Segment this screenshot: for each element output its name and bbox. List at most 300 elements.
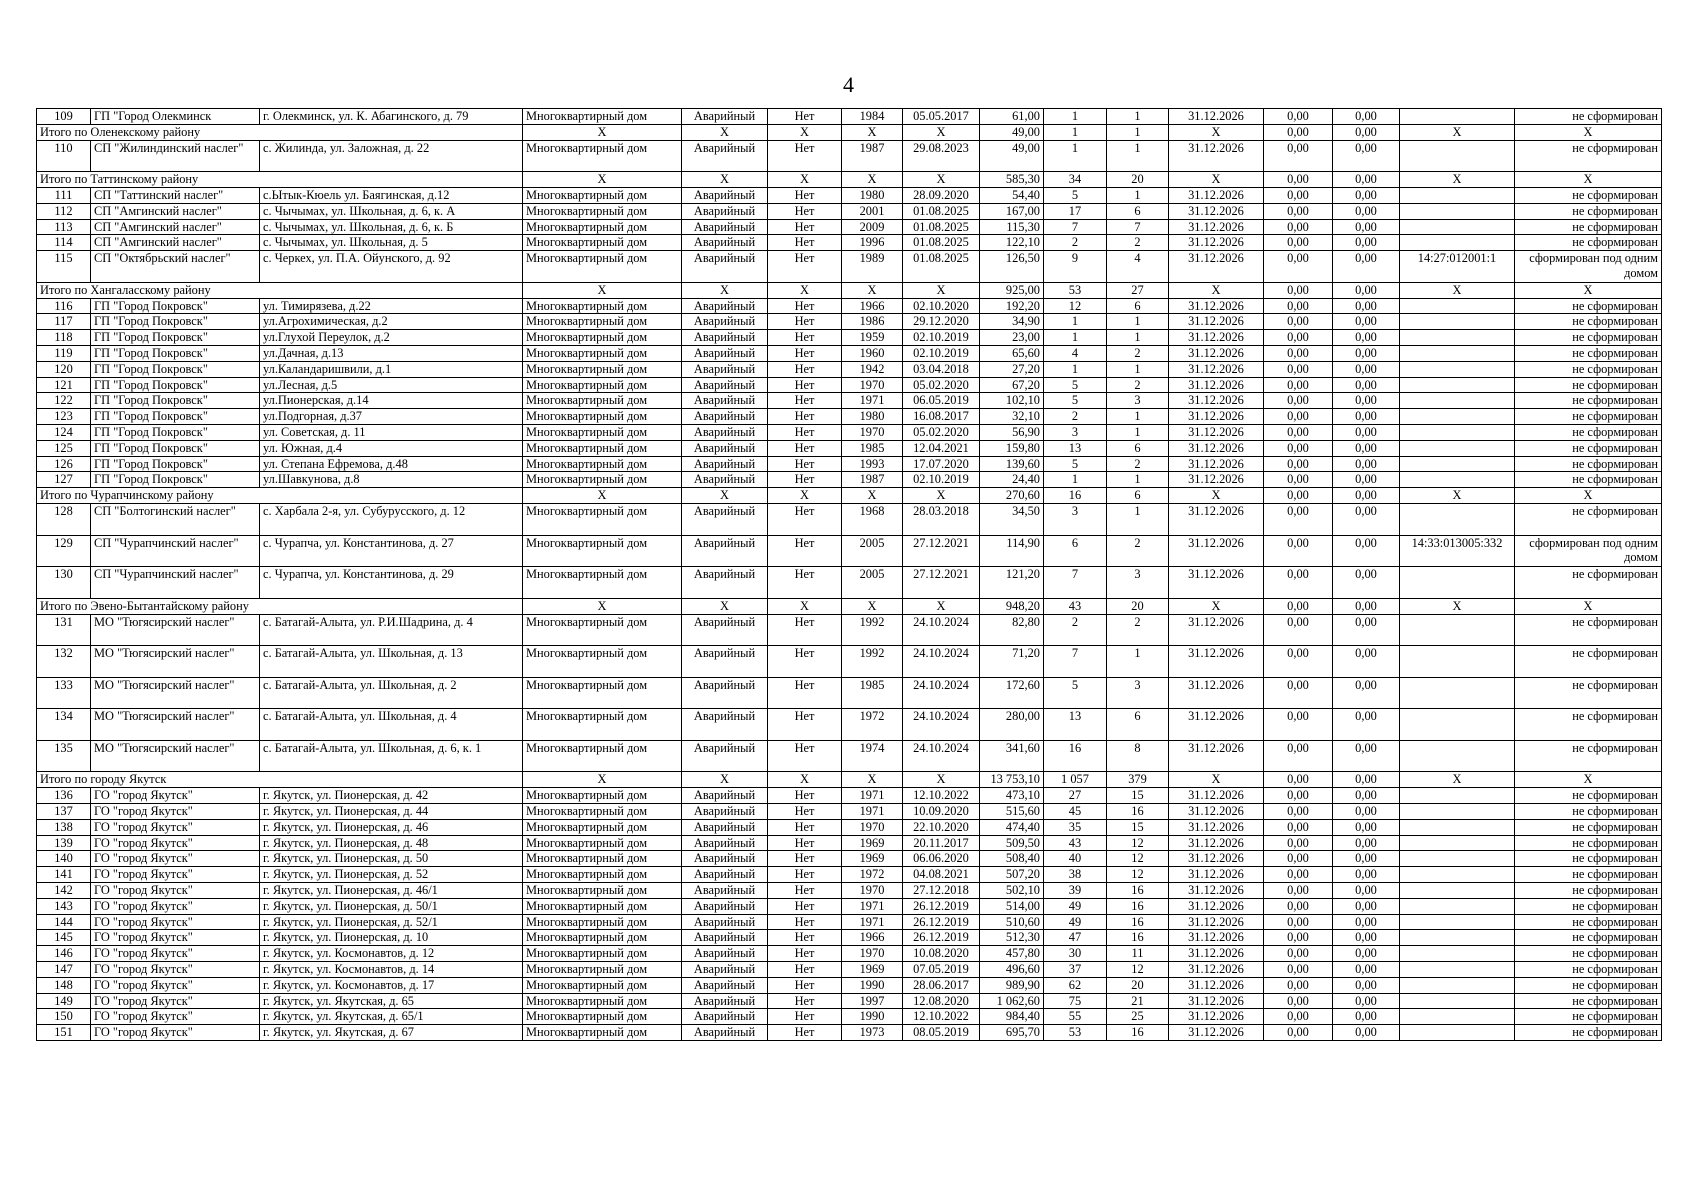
cell-condition: Аварийный (682, 314, 768, 330)
table-row (37, 883, 1662, 899)
cell-address: г. Якутск, ул. Пионерская, д. 48 (260, 835, 523, 851)
cell-resettlement-deadline: 31.12.2026 (1169, 298, 1264, 314)
cell-flag: Нет (768, 835, 842, 851)
cell-flag: Нет (768, 187, 842, 203)
cell-row-number: 124 (37, 424, 91, 440)
cell-land-status: не сформирован (1515, 187, 1662, 203)
cell-resettlement-deadline: 31.12.2026 (1169, 393, 1264, 409)
cell-area: 24,40 (980, 472, 1044, 488)
cell-emergency-date: 28.06.2017 (903, 977, 980, 993)
subtotal-residents-count: 43 (1044, 598, 1107, 614)
cell-cadastral-number (1400, 1025, 1515, 1041)
cell-row-number: 140 (37, 851, 91, 867)
cell-flag: Нет (768, 788, 842, 804)
cell-municipality: СП "Таттинский наслег" (91, 187, 260, 203)
cell-cadastral-number (1400, 298, 1515, 314)
cell-emergency-date: 24.10.2024 (903, 709, 980, 741)
cell-year-built: 1997 (842, 993, 903, 1009)
cell-value-1: 0,00 (1264, 377, 1333, 393)
cell-value-2: 0,00 (1333, 424, 1400, 440)
subtotal-area: 925,00 (980, 282, 1044, 298)
subtotal-apartments-count: 6 (1107, 488, 1169, 504)
cell-flag: Нет (768, 235, 842, 251)
cell-row-number: 113 (37, 219, 91, 235)
cell-apartments-count: 1 (1107, 646, 1169, 678)
cell-land-status: сформирован под одним домом (1515, 251, 1662, 283)
cell-year-built: 1989 (842, 251, 903, 283)
cell-condition: Аварийный (682, 883, 768, 899)
cell-land-status: не сформирован (1515, 883, 1662, 899)
cell-condition: Аварийный (682, 819, 768, 835)
cell-year-built: 1985 (842, 440, 903, 456)
cell-flag: Нет (768, 140, 842, 172)
cell-municipality: СП "Болтогинский наслег" (91, 503, 260, 535)
cell-address: с. Чурапча, ул. Константинова, д. 29 (260, 567, 523, 599)
subtotal-land-status: X (1515, 488, 1662, 504)
cell-land-status: не сформирован (1515, 677, 1662, 709)
cell-address: г. Якутск, ул. Якутская, д. 65/1 (260, 1009, 523, 1025)
cell-cadastral-number (1400, 646, 1515, 678)
cell-residents-count: 2 (1044, 614, 1107, 646)
cell-municipality: СП "Чурапчинский наслег" (91, 567, 260, 599)
cell-building-type: Многоквартирный дом (523, 946, 682, 962)
cell-apartments-count: 12 (1107, 962, 1169, 978)
cell-condition: Аварийный (682, 1025, 768, 1041)
cell-value-1: 0,00 (1264, 740, 1333, 772)
table-row (37, 424, 1662, 440)
table-row (37, 898, 1662, 914)
cell-row-number: 135 (37, 740, 91, 772)
table-row (37, 819, 1662, 835)
cell-flag: Нет (768, 1009, 842, 1025)
cell-row-number: 146 (37, 946, 91, 962)
cell-building-type: Многоквартирный дом (523, 330, 682, 346)
cell-value-2: 0,00 (1333, 883, 1400, 899)
subtotal-land-status: X (1515, 282, 1662, 298)
cell-building-type: Многоквартирный дом (523, 203, 682, 219)
cell-year-built: 1986 (842, 314, 903, 330)
cell-building-type: Многоквартирный дом (523, 503, 682, 535)
subtotal-value-2: 0,00 (1333, 172, 1400, 188)
cell-residents-count: 9 (1044, 251, 1107, 283)
cell-flag: Нет (768, 930, 842, 946)
cell-area: 496,60 (980, 962, 1044, 978)
cell-row-number: 151 (37, 1025, 91, 1041)
cell-address: г. Якутск, ул. Космонавтов, д. 12 (260, 946, 523, 962)
cell-cadastral-number (1400, 203, 1515, 219)
cell-row-number: 131 (37, 614, 91, 646)
cell-building-type: Многоквартирный дом (523, 140, 682, 172)
cell-municipality: ГП "Город Покровск" (91, 424, 260, 440)
cell-flag: Нет (768, 614, 842, 646)
cell-municipality: ГП "Город Покровск" (91, 361, 260, 377)
cell-municipality: МО "Тюгясирский наслег" (91, 614, 260, 646)
cell-building-type: Многоквартирный дом (523, 804, 682, 820)
cell-year-built: 1969 (842, 835, 903, 851)
subtotal-flag: X (768, 124, 842, 140)
cell-municipality: ГП "Город Покровск" (91, 409, 260, 425)
cell-value-1: 0,00 (1264, 393, 1333, 409)
cell-apartments-count: 1 (1107, 503, 1169, 535)
cell-resettlement-deadline: 31.12.2026 (1169, 251, 1264, 283)
cell-flag: Нет (768, 898, 842, 914)
table-row (37, 567, 1662, 599)
cell-building-type: Многоквартирный дом (523, 1009, 682, 1025)
subtotal-land-status: X (1515, 772, 1662, 788)
cell-apartments-count: 6 (1107, 440, 1169, 456)
cell-apartments-count: 16 (1107, 883, 1169, 899)
cell-apartments-count: 16 (1107, 1025, 1169, 1041)
cell-resettlement-deadline: 31.12.2026 (1169, 898, 1264, 914)
cell-value-1: 0,00 (1264, 345, 1333, 361)
cell-area: 23,00 (980, 330, 1044, 346)
cell-flag: Нет (768, 393, 842, 409)
cell-building-type: Многоквартирный дом (523, 235, 682, 251)
table-row (37, 361, 1662, 377)
cell-year-built: 2005 (842, 535, 903, 567)
cell-emergency-date: 24.10.2024 (903, 614, 980, 646)
table-row (37, 835, 1662, 851)
subtotal-label: Итого по Чурапчинскому району (37, 488, 523, 504)
table-row (37, 235, 1662, 251)
subtotal-value-1: 0,00 (1264, 772, 1333, 788)
subtotal-apartments-count: 20 (1107, 172, 1169, 188)
cell-flag: Нет (768, 677, 842, 709)
subtotal-value-1: 0,00 (1264, 124, 1333, 140)
cell-municipality: ГО "город Якутск" (91, 883, 260, 899)
cell-value-1: 0,00 (1264, 898, 1333, 914)
cell-value-2: 0,00 (1333, 567, 1400, 599)
cell-cadastral-number (1400, 740, 1515, 772)
subtotal-cadastral-number: X (1400, 772, 1515, 788)
cell-row-number: 125 (37, 440, 91, 456)
cell-apartments-count: 6 (1107, 298, 1169, 314)
cell-land-status: не сформирован (1515, 314, 1662, 330)
cell-condition: Аварийный (682, 1009, 768, 1025)
cell-municipality: ГО "город Якутск" (91, 898, 260, 914)
cell-resettlement-deadline: 31.12.2026 (1169, 740, 1264, 772)
cell-cadastral-number (1400, 1009, 1515, 1025)
cell-row-number: 112 (37, 203, 91, 219)
cell-land-status: не сформирован (1515, 424, 1662, 440)
cell-building-type: Многоквартирный дом (523, 914, 682, 930)
cell-address: ул.Дачная, д.13 (260, 345, 523, 361)
cell-year-built: 1973 (842, 1025, 903, 1041)
cell-flag: Нет (768, 440, 842, 456)
cell-resettlement-deadline: 31.12.2026 (1169, 187, 1264, 203)
cell-resettlement-deadline: 31.12.2026 (1169, 946, 1264, 962)
cell-flag: Нет (768, 251, 842, 283)
table-row (37, 251, 1662, 283)
cell-area: 280,00 (980, 709, 1044, 741)
cell-row-number: 128 (37, 503, 91, 535)
cell-residents-count: 5 (1044, 377, 1107, 393)
subtotal-flag: X (768, 488, 842, 504)
subtotal-building-type: X (523, 282, 682, 298)
cell-value-2: 0,00 (1333, 251, 1400, 283)
cell-address: г. Якутск, ул. Космонавтов, д. 17 (260, 977, 523, 993)
cell-emergency-date: 29.08.2023 (903, 140, 980, 172)
cell-emergency-date: 12.04.2021 (903, 440, 980, 456)
cell-condition: Аварийный (682, 567, 768, 599)
cell-emergency-date: 10.08.2020 (903, 946, 980, 962)
table-row (37, 409, 1662, 425)
cell-address: г. Якутск, ул. Пионерская, д. 52/1 (260, 914, 523, 930)
cell-emergency-date: 29.12.2020 (903, 314, 980, 330)
cell-value-2: 0,00 (1333, 393, 1400, 409)
table-row (37, 140, 1662, 172)
cell-building-type: Многоквартирный дом (523, 646, 682, 678)
cell-flag: Нет (768, 409, 842, 425)
cell-municipality: ГО "город Якутск" (91, 962, 260, 978)
cell-cadastral-number (1400, 345, 1515, 361)
cell-building-type: Многоквартирный дом (523, 709, 682, 741)
cell-cadastral-number (1400, 219, 1515, 235)
cell-cadastral-number (1400, 424, 1515, 440)
cell-apartments-count: 25 (1107, 1009, 1169, 1025)
cell-address: ул. Советская, д. 11 (260, 424, 523, 440)
cell-year-built: 1987 (842, 140, 903, 172)
subtotal-land-status: X (1515, 598, 1662, 614)
cell-condition: Аварийный (682, 740, 768, 772)
cell-row-number: 138 (37, 819, 91, 835)
subtotal-resettlement-deadline: X (1169, 598, 1264, 614)
cell-municipality: СП "Амгинский наслег" (91, 203, 260, 219)
cell-municipality: ГО "город Якутск" (91, 930, 260, 946)
cell-land-status: не сформирован (1515, 377, 1662, 393)
cell-condition: Аварийный (682, 219, 768, 235)
subtotal-year-built: X (842, 772, 903, 788)
cell-value-1: 0,00 (1264, 187, 1333, 203)
subtotal-year-built: X (842, 598, 903, 614)
cell-land-status: не сформирован (1515, 867, 1662, 883)
cell-building-type: Многоквартирный дом (523, 993, 682, 1009)
emergency-housing-table (36, 108, 1662, 1041)
cell-condition: Аварийный (682, 377, 768, 393)
cell-year-built: 1993 (842, 456, 903, 472)
cell-condition: Аварийный (682, 677, 768, 709)
cell-apartments-count: 21 (1107, 993, 1169, 1009)
cell-area: 122,10 (980, 235, 1044, 251)
cell-row-number: 141 (37, 867, 91, 883)
cell-emergency-date: 28.03.2018 (903, 503, 980, 535)
cell-value-1: 0,00 (1264, 1025, 1333, 1041)
subtotal-label: Итого по Эвено-Бытантайскому району (37, 598, 523, 614)
cell-value-1: 0,00 (1264, 409, 1333, 425)
cell-residents-count: 1 (1044, 140, 1107, 172)
cell-cadastral-number (1400, 567, 1515, 599)
cell-flag: Нет (768, 456, 842, 472)
cell-emergency-date: 24.10.2024 (903, 677, 980, 709)
cell-land-status: не сформирован (1515, 740, 1662, 772)
cell-municipality: ГП "Город Покровск" (91, 440, 260, 456)
cell-value-1: 0,00 (1264, 567, 1333, 599)
cell-value-2: 0,00 (1333, 235, 1400, 251)
cell-year-built: 1992 (842, 614, 903, 646)
cell-building-type: Многоквартирный дом (523, 851, 682, 867)
cell-residents-count: 43 (1044, 835, 1107, 851)
cell-area: 126,50 (980, 251, 1044, 283)
cell-land-status: не сформирован (1515, 788, 1662, 804)
cell-value-2: 0,00 (1333, 187, 1400, 203)
cell-value-1: 0,00 (1264, 914, 1333, 930)
cell-resettlement-deadline: 31.12.2026 (1169, 930, 1264, 946)
cell-resettlement-deadline: 31.12.2026 (1169, 646, 1264, 678)
cell-emergency-date: 10.09.2020 (903, 804, 980, 820)
cell-row-number: 149 (37, 993, 91, 1009)
subtotal-label: Итого по Оленекскому району (37, 124, 523, 140)
cell-apartments-count: 2 (1107, 345, 1169, 361)
cell-area: 508,40 (980, 851, 1044, 867)
cell-cadastral-number (1400, 361, 1515, 377)
cell-building-type: Многоквартирный дом (523, 440, 682, 456)
cell-address: с. Чычымах, ул. Школьная, д. 6, к. Б (260, 219, 523, 235)
cell-value-2: 0,00 (1333, 361, 1400, 377)
cell-address: с. Черкех, ул. П.А. Ойунского, д. 92 (260, 251, 523, 283)
cell-condition: Аварийный (682, 472, 768, 488)
cell-land-status: не сформирован (1515, 203, 1662, 219)
subtotal-label: Итого по городу Якутск (37, 772, 523, 788)
subtotal-value-2: 0,00 (1333, 124, 1400, 140)
cell-value-1: 0,00 (1264, 883, 1333, 899)
subtotal-residents-count: 34 (1044, 172, 1107, 188)
cell-land-status: не сформирован (1515, 819, 1662, 835)
cell-apartments-count: 15 (1107, 819, 1169, 835)
cell-condition: Аварийный (682, 251, 768, 283)
cell-year-built: 1942 (842, 361, 903, 377)
cell-residents-count: 7 (1044, 567, 1107, 599)
cell-building-type: Многоквартирный дом (523, 1025, 682, 1041)
cell-land-status: не сформирован (1515, 946, 1662, 962)
subtotal-resettlement-deadline: X (1169, 282, 1264, 298)
cell-building-type: Многоквартирный дом (523, 819, 682, 835)
cell-resettlement-deadline: 31.12.2026 (1169, 330, 1264, 346)
cell-apartments-count: 15 (1107, 788, 1169, 804)
cell-address: ул.Пионерская, д.14 (260, 393, 523, 409)
subtotal-building-type: X (523, 598, 682, 614)
subtotal-flag: X (768, 598, 842, 614)
cell-municipality: СП "Амгинский наслег" (91, 219, 260, 235)
cell-row-number: 145 (37, 930, 91, 946)
cell-residents-count: 12 (1044, 298, 1107, 314)
cell-residents-count: 62 (1044, 977, 1107, 993)
subtotal-emergency-date: X (903, 598, 980, 614)
cell-condition: Аварийный (682, 535, 768, 567)
cell-emergency-date: 16.08.2017 (903, 409, 980, 425)
cell-value-1: 0,00 (1264, 109, 1333, 125)
cell-resettlement-deadline: 31.12.2026 (1169, 993, 1264, 1009)
cell-area: 121,20 (980, 567, 1044, 599)
cell-residents-count: 1 (1044, 472, 1107, 488)
subtotal-condition: X (682, 282, 768, 298)
cell-value-1: 0,00 (1264, 867, 1333, 883)
cell-year-built: 1960 (842, 345, 903, 361)
cell-area: 61,00 (980, 109, 1044, 125)
cell-flag: Нет (768, 977, 842, 993)
cell-residents-count: 27 (1044, 788, 1107, 804)
cell-value-1: 0,00 (1264, 788, 1333, 804)
cell-row-number: 130 (37, 567, 91, 599)
cell-land-status: не сформирован (1515, 709, 1662, 741)
cell-apartments-count: 16 (1107, 930, 1169, 946)
cell-year-built: 1974 (842, 740, 903, 772)
cell-value-2: 0,00 (1333, 867, 1400, 883)
subtotal-value-2: 0,00 (1333, 598, 1400, 614)
cell-land-status: не сформирован (1515, 567, 1662, 599)
cell-resettlement-deadline: 31.12.2026 (1169, 567, 1264, 599)
cell-area: 34,50 (980, 503, 1044, 535)
cell-address: с. Батагай-Алыта, ул. Школьная, д. 2 (260, 677, 523, 709)
cell-value-2: 0,00 (1333, 914, 1400, 930)
cell-flag: Нет (768, 914, 842, 930)
cell-flag: Нет (768, 472, 842, 488)
cell-area: 159,80 (980, 440, 1044, 456)
cell-cadastral-number (1400, 330, 1515, 346)
cell-cadastral-number (1400, 409, 1515, 425)
cell-cadastral-number (1400, 677, 1515, 709)
cell-land-status: не сформирован (1515, 646, 1662, 678)
subtotal-row (37, 172, 1662, 188)
cell-resettlement-deadline: 31.12.2026 (1169, 409, 1264, 425)
cell-value-2: 0,00 (1333, 740, 1400, 772)
cell-apartments-count: 3 (1107, 677, 1169, 709)
subtotal-area: 49,00 (980, 124, 1044, 140)
cell-apartments-count: 1 (1107, 187, 1169, 203)
subtotal-cadastral-number: X (1400, 124, 1515, 140)
cell-emergency-date: 05.02.2020 (903, 377, 980, 393)
subtotal-cadastral-number: X (1400, 282, 1515, 298)
cell-condition: Аварийный (682, 962, 768, 978)
table-row (37, 456, 1662, 472)
cell-address: г. Якутск, ул. Пионерская, д. 44 (260, 804, 523, 820)
cell-condition: Аварийный (682, 851, 768, 867)
cell-residents-count: 49 (1044, 914, 1107, 930)
cell-row-number: 147 (37, 962, 91, 978)
cell-year-built: 1972 (842, 867, 903, 883)
cell-condition: Аварийный (682, 456, 768, 472)
cell-residents-count: 38 (1044, 867, 1107, 883)
cell-value-2: 0,00 (1333, 535, 1400, 567)
cell-address: ул. Тимирязева, д.22 (260, 298, 523, 314)
cell-flag: Нет (768, 314, 842, 330)
cell-area: 502,10 (980, 883, 1044, 899)
cell-cadastral-number (1400, 930, 1515, 946)
cell-year-built: 1970 (842, 819, 903, 835)
cell-building-type: Многоквартирный дом (523, 788, 682, 804)
page-number: 4 (843, 72, 854, 97)
cell-area: 71,20 (980, 646, 1044, 678)
cell-value-1: 0,00 (1264, 962, 1333, 978)
cell-apartments-count: 12 (1107, 835, 1169, 851)
cell-flag: Нет (768, 819, 842, 835)
cell-area: 507,20 (980, 867, 1044, 883)
cell-row-number: 150 (37, 1009, 91, 1025)
table-row (37, 219, 1662, 235)
subtotal-apartments-count: 1 (1107, 124, 1169, 140)
cell-cadastral-number (1400, 962, 1515, 978)
cell-apartments-count: 11 (1107, 946, 1169, 962)
cell-building-type: Многоквартирный дом (523, 456, 682, 472)
cell-value-2: 0,00 (1333, 646, 1400, 678)
cell-resettlement-deadline: 31.12.2026 (1169, 361, 1264, 377)
cell-cadastral-number (1400, 614, 1515, 646)
cell-area: 114,90 (980, 535, 1044, 567)
cell-row-number: 116 (37, 298, 91, 314)
cell-flag: Нет (768, 883, 842, 899)
cell-residents-count: 4 (1044, 345, 1107, 361)
cell-value-2: 0,00 (1333, 472, 1400, 488)
cell-emergency-date: 01.08.2025 (903, 235, 980, 251)
